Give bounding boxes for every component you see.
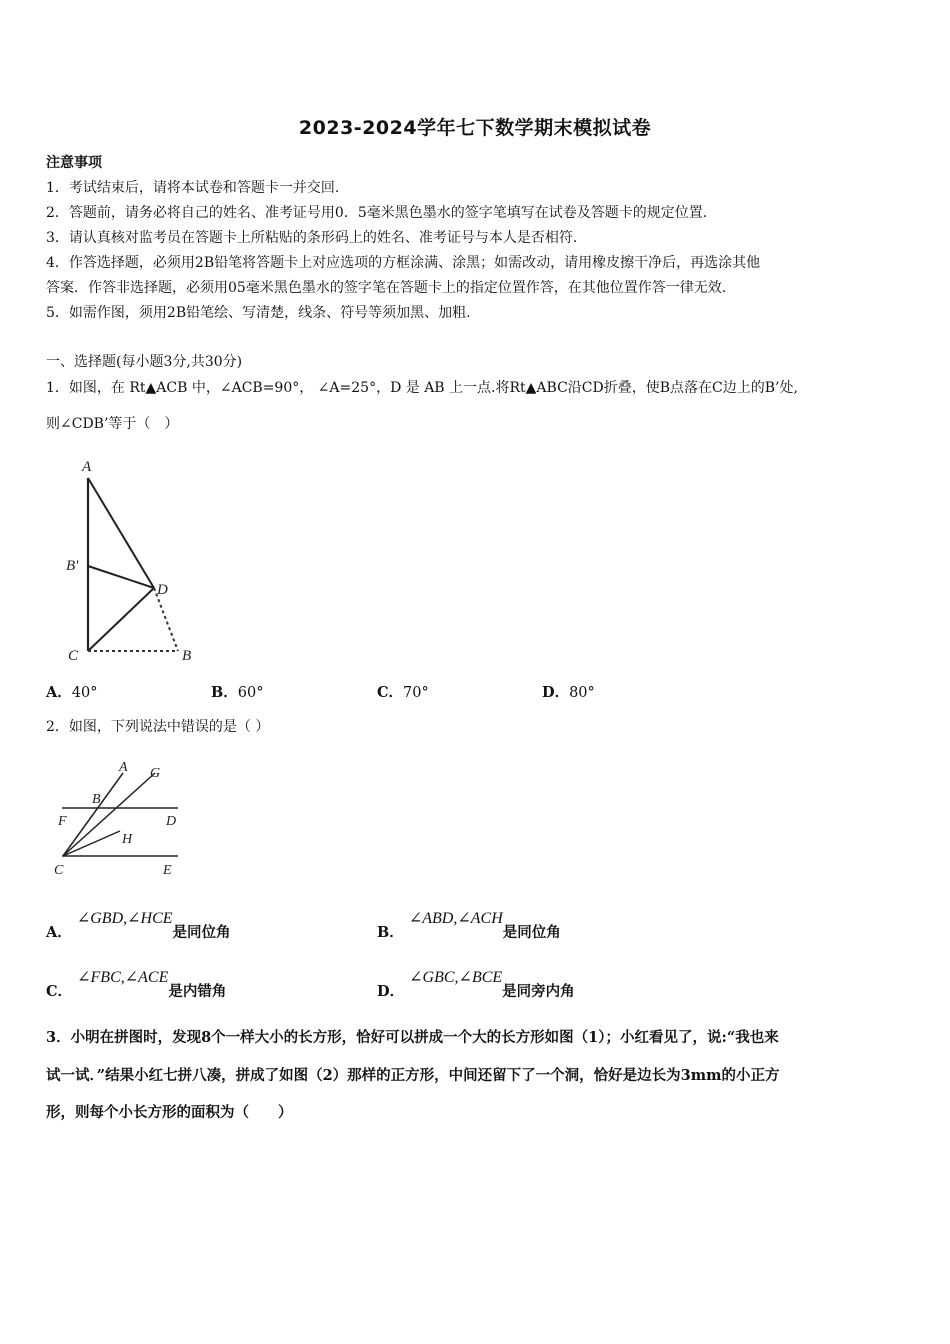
notice-item: 2．答题前，请务必将自己的姓名、准考证号用0．5毫米黑色墨水的签字笔填写在试卷及答题卡的规定位置. [46,205,708,221]
q1-option-a[interactable] [46,681,97,702]
q3-stem-line2: 试一试．”结果小红七拼八凑，拼成了如图（2）那样的正方形，中间还留下了一个洞，恰好是边长为3mm的小正方 [46,1067,780,1084]
q1-triangle-figure [60,455,210,670]
notice-item: 3．请认真核对监考员在答题卡上所粘贴的条形码上的姓名、准考证号与本人是否相符. [46,230,578,246]
page-title: 2023-2024学年七下数学期末模拟试卷 [298,117,652,139]
q2-option-d[interactable] [377,969,575,1001]
option-text: 是内错角 [168,983,227,1000]
notice-item: 答案．作答非选择题，必须用05毫米黑色墨水的签字笔在答题卡上的指定位置作答，在其他位置作答一律无效. [46,280,727,296]
notice-heading: 注意事项 [46,155,102,171]
q3-stem-line1: 3．小明在拼图时，发现8个一样大小的长方形，恰好可以拼成一个大的长方形如图（1）；小红看见了，说:“我也来 [46,1029,779,1046]
option-letter: C． [377,684,404,701]
option-math: ∠ABD,∠ACH [408,910,503,927]
label-f: F [58,814,67,829]
notice-item: 1．考试结束后，请将本试卷和答题卡一并交回. [46,180,340,196]
label-a: A [119,760,128,775]
label-h: H [122,832,133,847]
notice-item: 5．如需作图，须用2B铅笔绘、写清楚，线条、符号等须加黑、加粗. [46,305,471,321]
option-letter: C． [46,983,73,1000]
q2-option-a[interactable] [46,910,231,942]
option-math: ∠GBC,∠BCE [409,969,503,986]
label-c: C [68,648,79,664]
option-letter: A． [46,684,72,701]
line-cg [63,773,155,856]
segment-ad [88,478,154,588]
option-text: 是同位角 [502,924,561,941]
q1-option-c[interactable] [377,681,429,702]
q2-option-b[interactable] [377,910,561,942]
option-letter: D． [377,983,405,1000]
option-letter: B． [377,924,404,941]
segment-bprime-d [88,566,154,588]
q1-option-b[interactable] [211,681,263,702]
option-text: 40° [71,685,98,701]
label-d: D [166,814,177,829]
segment-cd [88,588,154,651]
option-text: 是同位角 [172,924,231,941]
label-d: D [157,582,168,598]
label-b-prime: B' [66,558,79,574]
q1-stem-line1: 1．如图，在 Rt▲ACB 中，∠ACB=90°， ∠A=25°，D 是 AB 上一点.将Rt▲ABC沿CD折叠，使B点落在C边上的B’处, [46,380,798,396]
q2-stem: 2．如图，下列说法中错误的是（ ） [46,719,270,735]
section-heading: 一、选择题(每小题3分,共30分) [46,354,243,370]
q2-parallel-lines-figure [50,755,190,885]
option-text: 80° [569,685,595,701]
label-e: E [163,863,172,878]
option-letter: B． [211,684,238,701]
label-c: C [54,863,64,878]
label-b: B [182,648,192,664]
q1-option-d[interactable] [542,681,595,702]
option-letter: A． [46,924,72,941]
q3-stem-line3: 形，则每个小长方形的面积为（ ） [46,1104,293,1121]
label-g: G [150,766,161,781]
option-math: ∠GBD,∠HCE [76,910,173,927]
option-math: ∠FBC,∠ACE [77,969,169,986]
option-text: 70° [403,685,429,701]
label-a: A [82,459,92,475]
option-letter: D． [542,684,570,701]
option-text: 是同旁内角 [502,983,575,1000]
option-text: 60° [237,685,264,701]
notice-item: 4．作答选择题，必须用2B铅笔将答题卡上对应选项的方框涂满、涂黑；如需改动，请用橡皮擦干净后，再选涂其他 [46,255,761,271]
label-b: B [92,792,101,807]
q1-stem-line2: 则∠CDB’等于（ ） [46,416,179,432]
q2-option-c[interactable] [46,969,227,1001]
